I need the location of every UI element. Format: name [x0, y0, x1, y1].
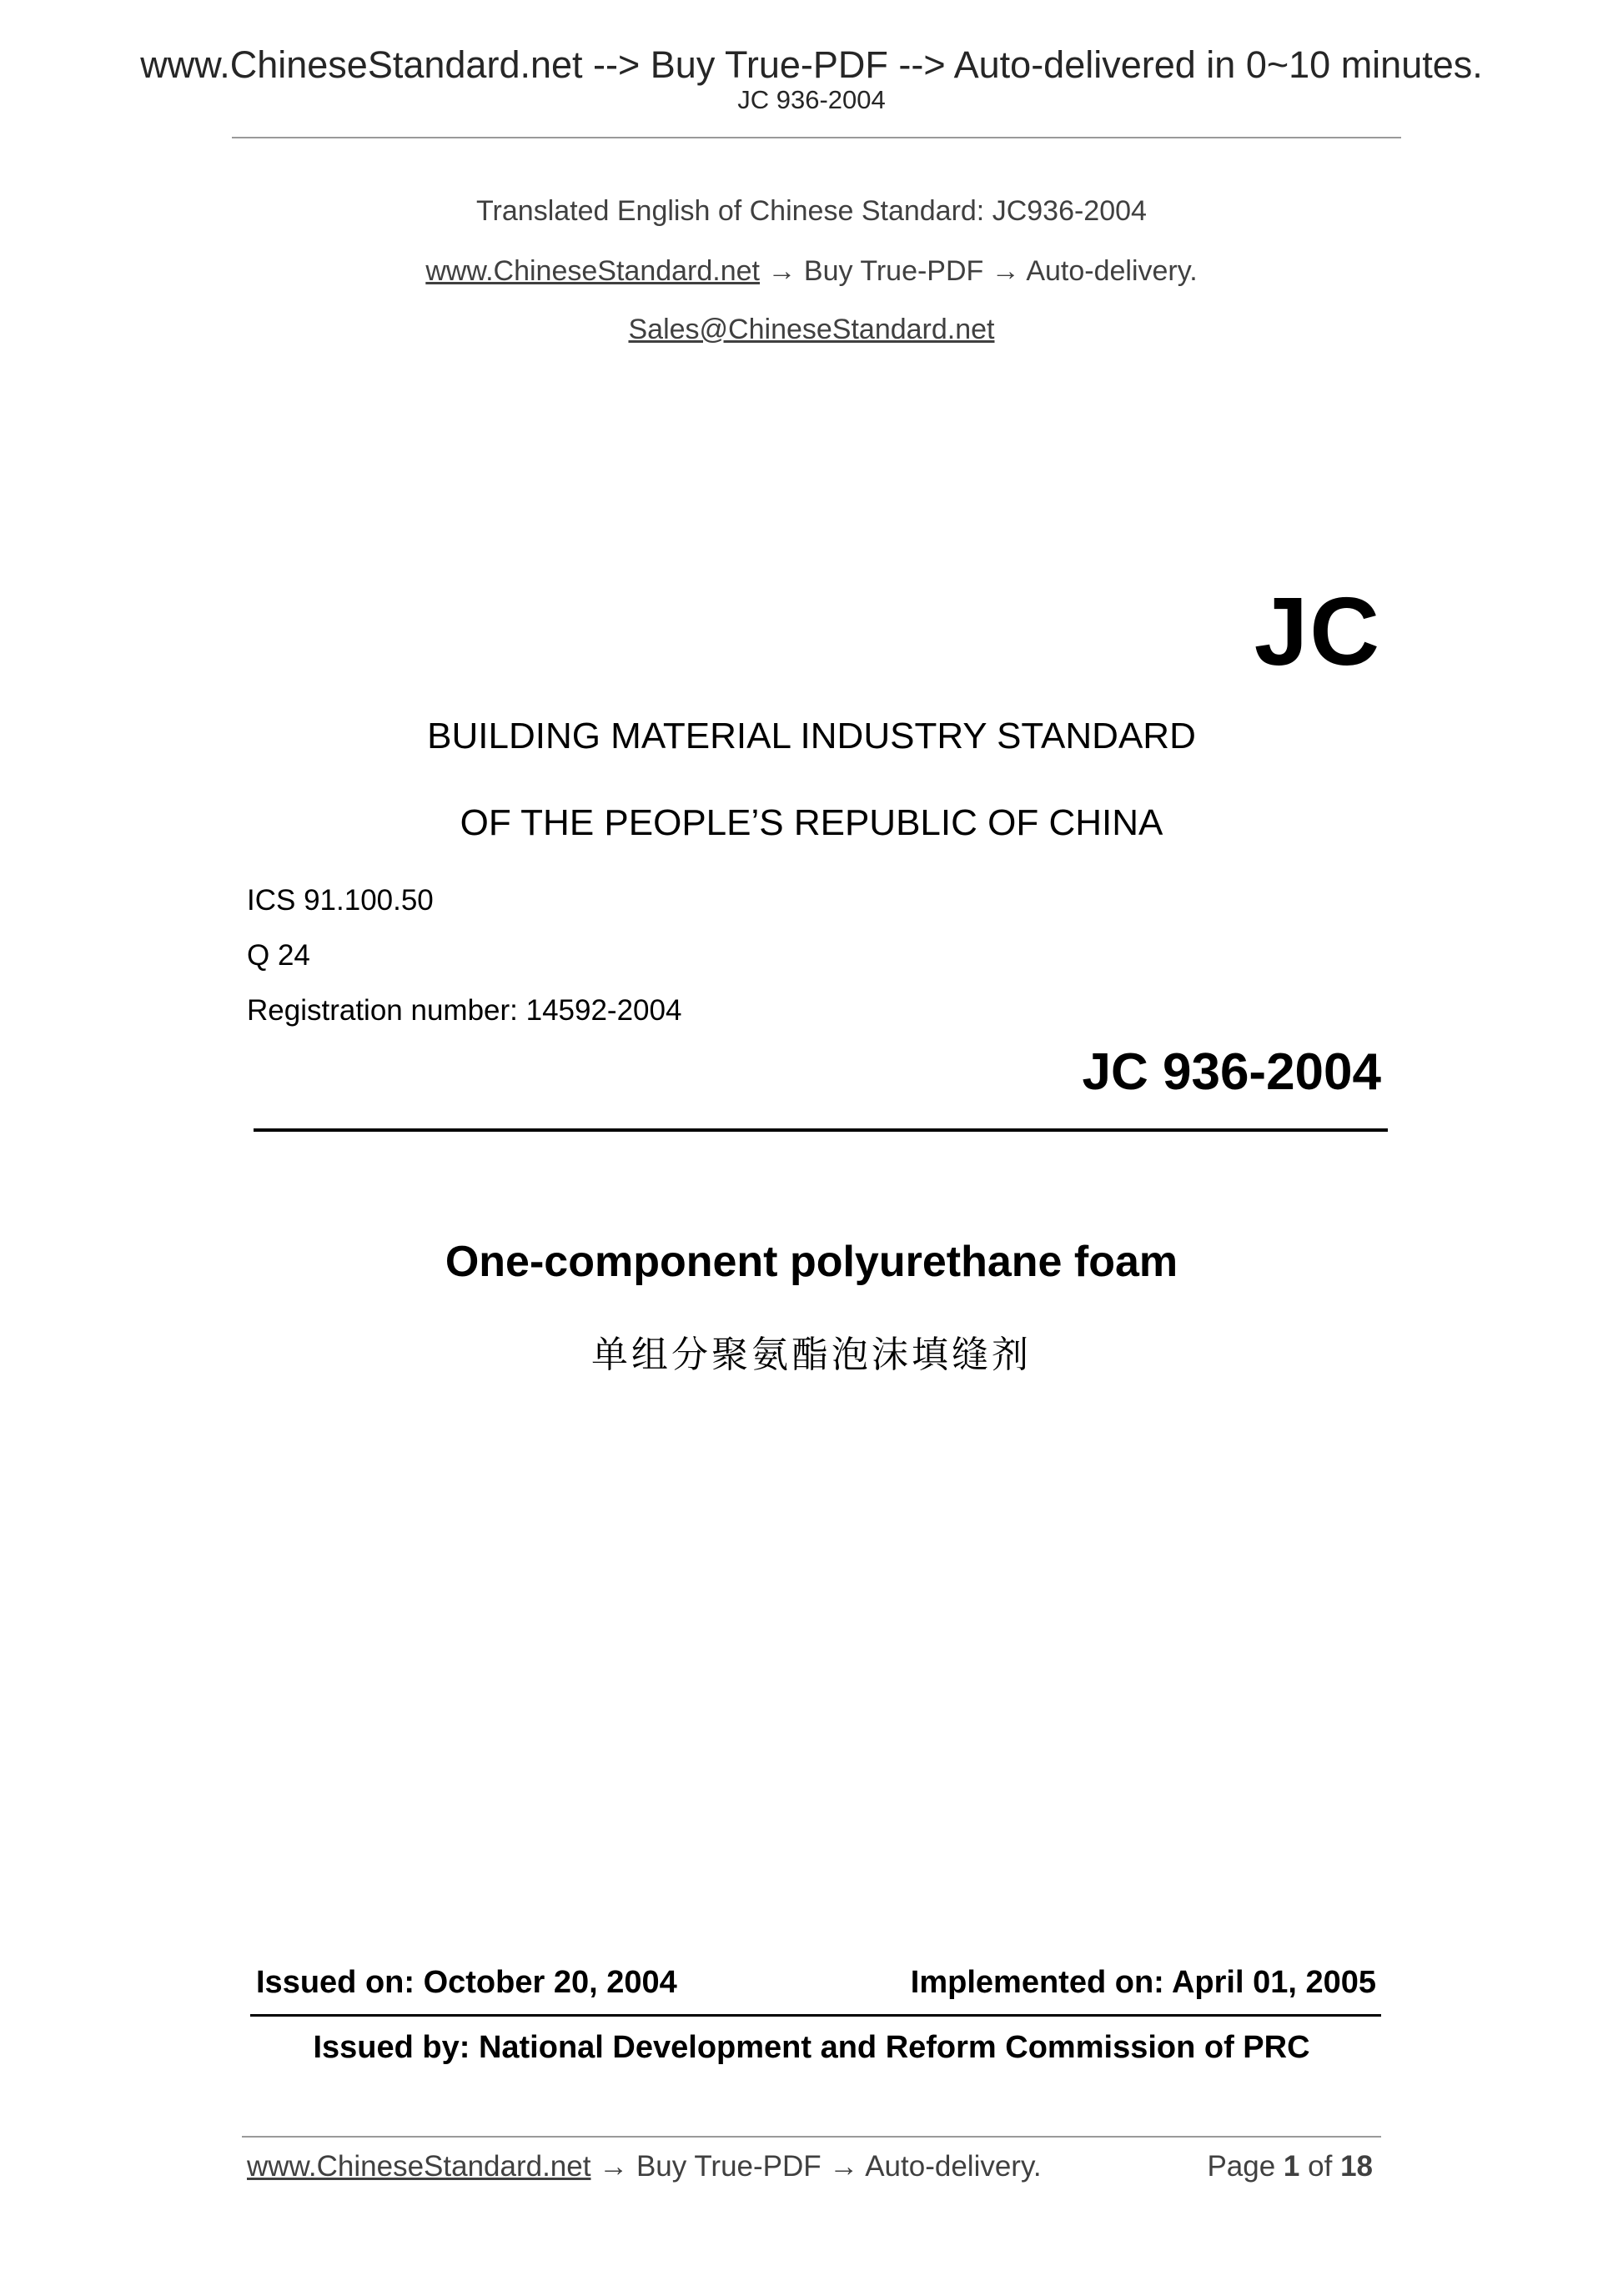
email-line — [0, 314, 1623, 346]
page-total: 18 — [1340, 2150, 1373, 2183]
standard-line-1: BUILDING MATERIAL INDUSTRY STANDARD — [427, 716, 1196, 756]
footer-buy-text: Buy True-PDF — [636, 2150, 822, 2183]
issued-by: Issued by: National Development and Reform Commission of PRC — [313, 2030, 1310, 2065]
footer-delivery-line — [247, 2150, 1042, 2183]
arrow-icon: → — [991, 255, 1020, 287]
jc-logo: JC — [1254, 577, 1381, 686]
ics-code: ICS 91.100.50 — [247, 884, 434, 917]
arrow-icon: → — [829, 2150, 859, 2183]
of-label: of — [1308, 2150, 1333, 2183]
site-link[interactable]: www.ChineseStandard.net — [425, 255, 760, 287]
page-number: 1 — [1283, 2150, 1300, 2183]
buy-text: Buy True-PDF — [803, 255, 984, 287]
page-indicator — [1207, 2150, 1373, 2183]
document-title-chinese: 单组分聚氨酯泡沫填缝剂 — [591, 1334, 1032, 1375]
footer-divider — [242, 2136, 1381, 2138]
delivery-text: Auto-delivery. — [1026, 255, 1198, 287]
issued-on: Issued on: October 20, 2004 — [256, 1965, 677, 2000]
registration-number: Registration number: 14592-2004 — [247, 994, 682, 1027]
header-banner: www.ChineseStandard.net --> Buy True-PDF --> Auto-delivered in 0~10 minutes. — [140, 43, 1483, 86]
standard-number-rule — [254, 1128, 1388, 1132]
implemented-on: Implemented on: April 01, 2005 — [910, 1965, 1376, 2000]
document-title: One-component polyurethane foam — [445, 1238, 1178, 1286]
page-label: Page — [1207, 2150, 1276, 2183]
header-code: JC 936-2004 — [737, 85, 886, 114]
email-link[interactable]: Sales@ChineseStandard.net — [628, 314, 995, 345]
q-code: Q 24 — [247, 939, 310, 972]
arrow-icon: → — [767, 255, 796, 287]
standard-line-2: OF THE PEOPLE’S REPUBLIC OF CHINA — [460, 802, 1163, 843]
footer-delivery-text: Auto-delivery. — [865, 2150, 1042, 2183]
issue-rule — [250, 2014, 1381, 2017]
arrow-icon: → — [599, 2150, 629, 2183]
translated-line: Translated English of Chinese Standard: JC936-2004 — [476, 195, 1147, 227]
intro-delivery-line — [0, 255, 1623, 288]
footer-site-link[interactable]: www.ChineseStandard.net — [247, 2150, 591, 2183]
standard-number: JC 936-2004 — [1082, 1043, 1381, 1101]
header-divider — [232, 137, 1401, 138]
